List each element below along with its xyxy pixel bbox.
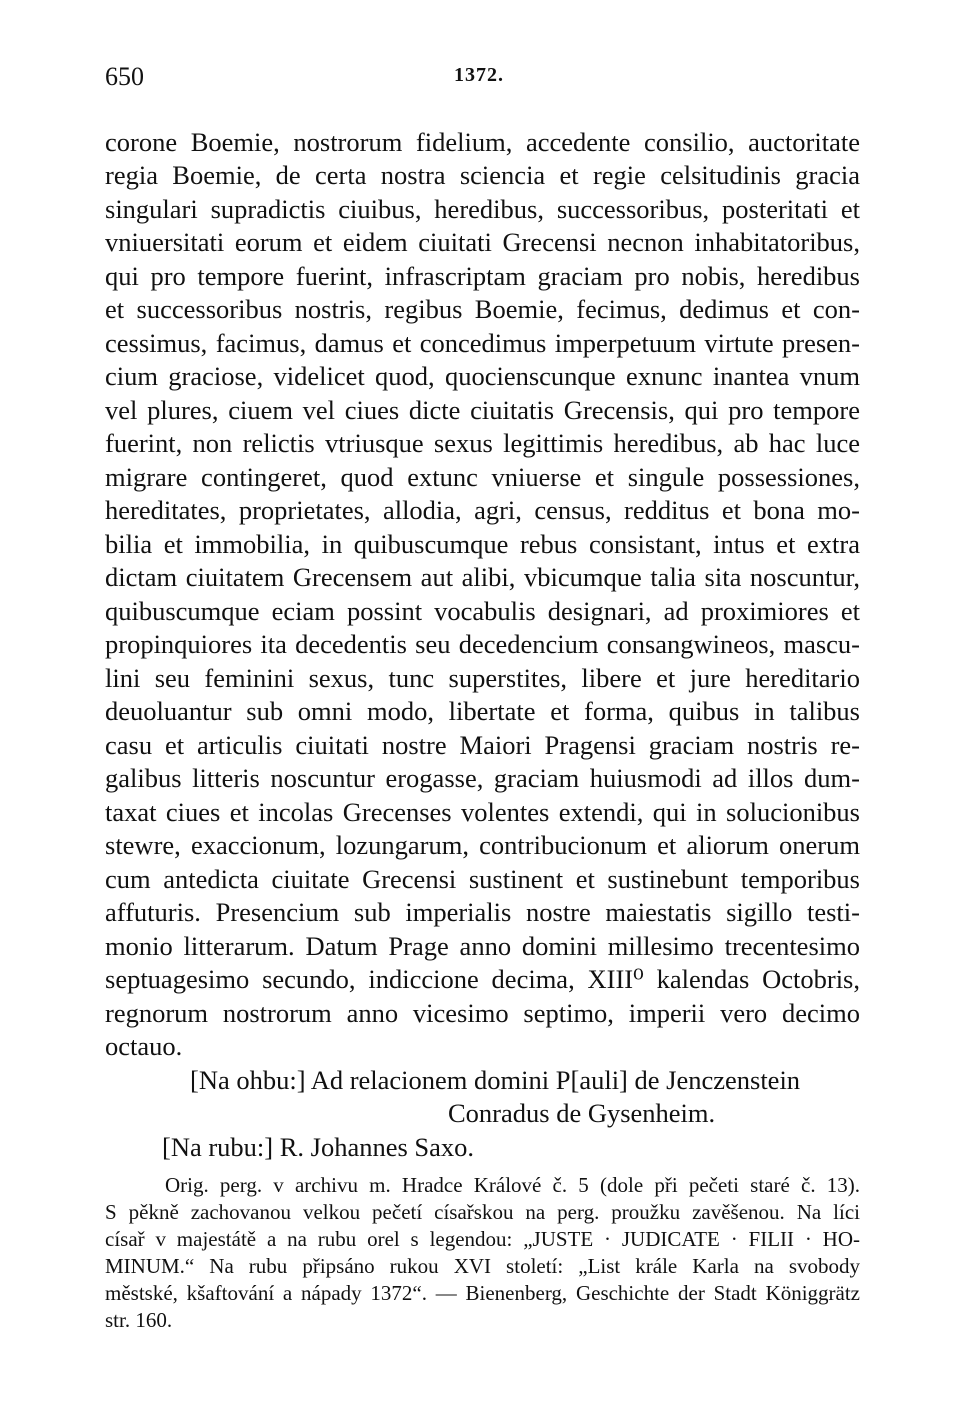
body-line: regnorum nostrorum anno vicesimo septimo, imperii vero decimo <box>105 998 860 1028</box>
body-line: taxat ciues et incolas Grecenses volentes extendi, qui in solucionibus <box>105 797 860 827</box>
body-line: cessimus, facimus, damus et concedimus imperpetuum virtute presen- <box>105 328 860 358</box>
signature-conradus: Conradus de Gysenheim. <box>448 1098 716 1128</box>
body-line: deuoluantur sub omni modo, libertate et forma, quibus in talibus <box>105 696 860 726</box>
body-line: fuerint, non relictis vtriusque sexus legittimis heredibus, ab hac luce <box>105 428 860 458</box>
note-line: Orig. perg. v archivu m. Hradce Králové č. 5 (dole při pečeti staré č. 13). <box>165 1173 860 1197</box>
body-line: et successoribus nostris, regibus Boemie, fecimus, dedimus et con- <box>105 294 860 324</box>
note-line: císař v majestátě a na rubu orel s legendou: „JUSTE · JUDICATE · FILII · HO- <box>105 1227 860 1251</box>
note-line: S pěkně zachovanou velkou pečetí císařskou na perg. proužku zavěšenou. Na líci <box>105 1200 860 1224</box>
page-header <box>105 62 860 102</box>
body-line: vel plures, ciuem vel ciues dicte ciuitatis Grecensis, qui pro tempore <box>105 395 860 425</box>
body-line: singulari supradictis ciuibus, heredibus, successoribus, posteritati et <box>105 194 860 224</box>
body-line: regia Boemie, de certa nostra sciencia et regie celsitudinis gracia <box>105 160 860 190</box>
body-line: octauo. <box>105 1031 183 1061</box>
body-line: cum antedicta ciuitate Grecensi sustinent et sustinebunt temporibus <box>105 864 860 894</box>
body-line: affuturis. Presencium sub imperialis nostre maiestatis sigillo testi- <box>105 897 860 927</box>
running-head-year: 1372. <box>454 64 504 86</box>
signature-ohbu: [Na ohbu:] Ad relacionem domini P[auli] de Jenczenstein <box>190 1065 801 1095</box>
note-line: městské, kšaftování a nápady 1372“. — Bienenberg, Geschichte der Stadt Königgrätz <box>105 1281 860 1305</box>
body-line: septuagesimo secundo, indiccione decima, XIII⁰ kalendas Octobris, <box>105 964 860 994</box>
body-line: lini seu feminini sexus, tunc superstites, libere et jure hereditario <box>105 663 860 693</box>
body-line: propinquiores ita decedentis seu decedencium consangwineos, mascu- <box>105 629 860 659</box>
body-line: hereditates, proprietates, allodia, agri, census, redditus et bona mo- <box>105 495 860 525</box>
body-line: galibus litteris noscuntur erogasse, graciam huiusmodi ad illos dum- <box>105 763 860 793</box>
note-line: str. 160. <box>105 1308 173 1332</box>
signature-rubu: [Na rubu:] R. Johannes Saxo. <box>162 1132 475 1162</box>
body-line: casu et articulis ciuitati nostre Maiori Pragensi graciam nostris re- <box>105 730 860 760</box>
body-line: corone Boemie, nostrorum fidelium, accedente consilio, auctoritate <box>105 127 860 157</box>
body-line: qui pro tempore fuerint, infrascriptam graciam pro nobis, heredibus <box>105 261 860 291</box>
body-line: dictam ciuitatem Grecensem aut alibi, vbicumque talia sita noscuntur, <box>105 562 860 592</box>
body-line: monio litterarum. Datum Prage anno domini millesimo trecentesimo <box>105 931 860 961</box>
body-line: migrare contingeret, quod extunc vniuerse et singule possessiones, <box>105 462 860 492</box>
page-number: 650 <box>105 62 144 91</box>
body-line: vniuersitati eorum et eidem ciuitati Grecensi necnon inhabitatoribus, <box>105 227 860 257</box>
body-line: cium graciose, videlicet quod, quocienscunque exnunc inantea vnum <box>105 361 860 391</box>
body-line: stewre, exaccionum, lozungarum, contribucionum et aliorum onerum <box>105 830 860 860</box>
body-line: bilia et immobilia, in quibuscumque rebus consistant, intus et extra <box>105 529 860 559</box>
note-line: MINUM.“ Na rubu připsáno rukou XVI století: „List krále Karla na svobody <box>105 1254 860 1278</box>
body-line: quibuscumque eciam possint vocabulis designari, ad proximiores et <box>105 596 860 626</box>
